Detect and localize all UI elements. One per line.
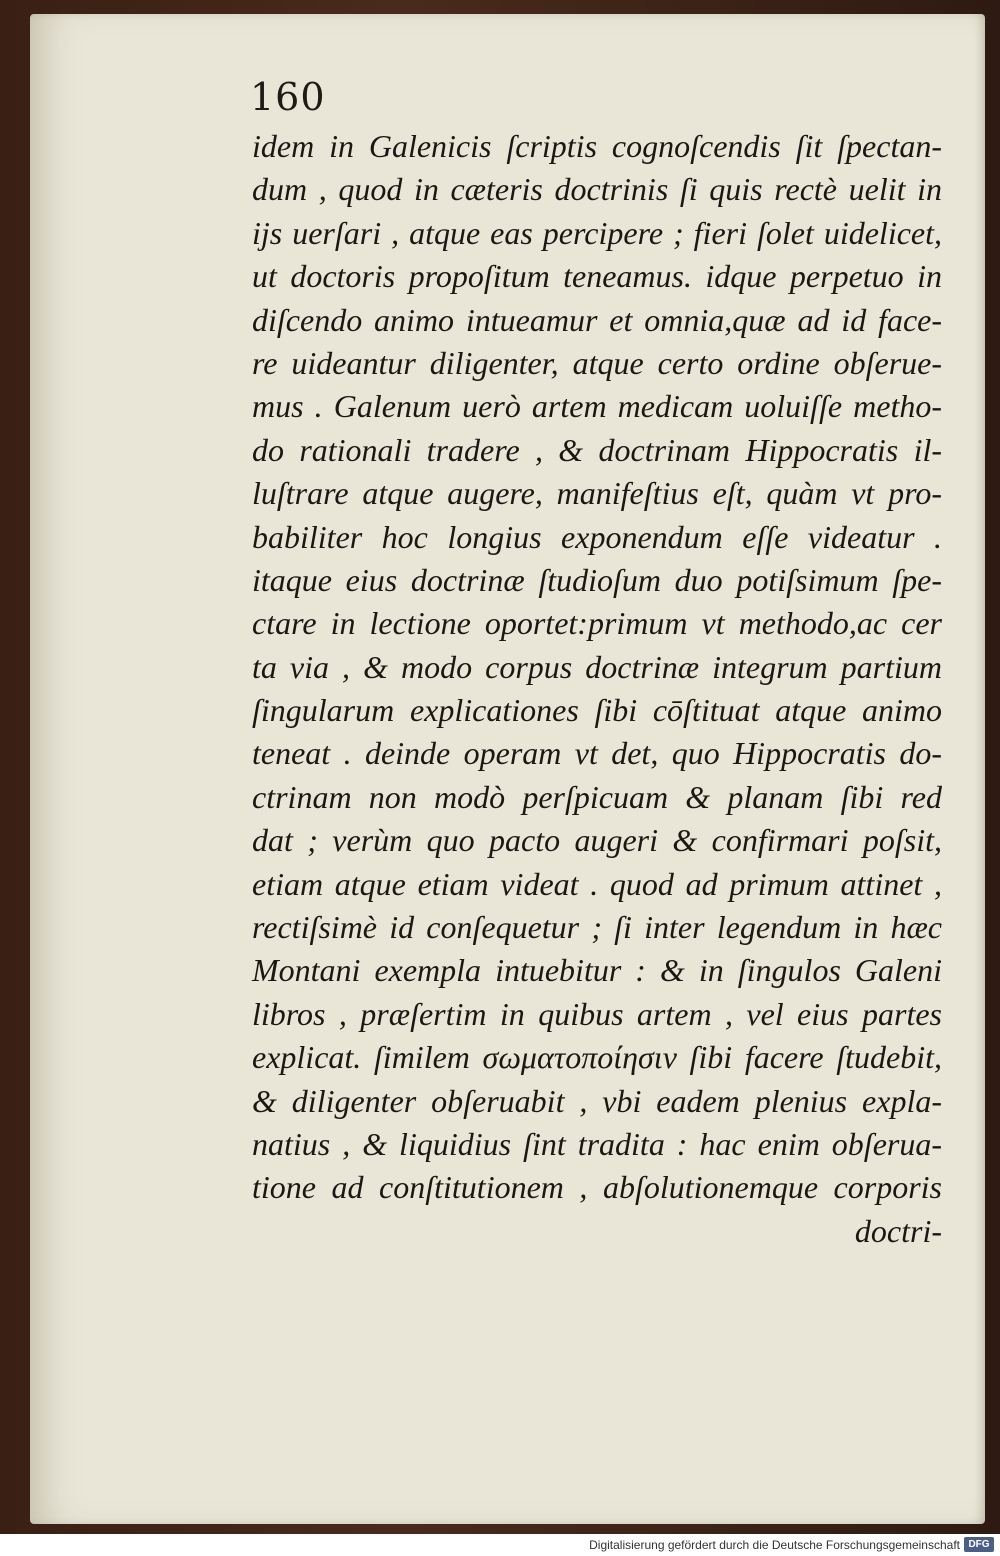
text-line: re uideantur diligenter, atque certo ordine obſerue- xyxy=(252,344,942,381)
text-line: dum , quod in cæteris doctrinis ſi quis rectè uelit in xyxy=(252,171,942,208)
body-text xyxy=(252,125,942,1253)
text-line: explicat. ſimilem σωματοποίησιν ſibi facere ſtudebit, xyxy=(252,1039,942,1076)
text-line: mus . Galenum uerò artem medicam uoluiſſe metho- xyxy=(252,388,942,425)
footer-bar xyxy=(0,1534,1000,1556)
text-line: ctare in lectione oportet:primum vt methodo,ac cer xyxy=(252,605,942,642)
page-number: 160 xyxy=(250,75,326,119)
funding-credit: Digitalisierung gefördert durch die Deutsche Forschungsgemeinschaft xyxy=(589,1538,960,1552)
text-line: luſtrare atque augere, manifeſtius eſt, quàm vt pro- xyxy=(252,475,942,512)
text-line: etiam atque etiam videat . quod ad primum attinet , xyxy=(252,865,942,902)
text-line: & diligenter obſeruabit , vbi eadem plenius expla- xyxy=(252,1082,942,1119)
text-line: diſcendo animo intueamur et omnia,quæ ad id face- xyxy=(252,301,942,338)
text-line: ut doctoris propoſitum teneamus. idque perpetuo in xyxy=(252,258,942,295)
catchword: doctri- xyxy=(854,1212,942,1249)
text-line: idem in Galenicis ſcriptis cognoſcendis ſit ſpectan- xyxy=(252,128,942,164)
text-line: dat ; verùm quo pacto augeri & confirmari poſsit, xyxy=(252,822,942,859)
text-line: tione ad conſtitutionem , abſolutionemque corporis xyxy=(252,1169,942,1206)
text-line: itaque eius doctrinæ ſtudioſum duo potiſsimum ſpe- xyxy=(252,561,942,598)
text-line: ijs uerſari , atque eas percipere ; fieri ſolet uidelicet, xyxy=(252,214,942,251)
text-line: do rationali tradere , & doctrinam Hippocratis il- xyxy=(252,431,942,468)
text-line: teneat . deinde operam vt det, quo Hippocratis do- xyxy=(252,735,942,772)
text-line: Montani exempla intuebitur : & in ſingulos Galeni xyxy=(252,952,942,989)
text-line: rectiſsimè id conſequetur ; ſi inter legendum in hæc xyxy=(252,909,942,946)
text-line: ſingularum explicationes ſibi cōſtituat atque animo xyxy=(252,692,942,729)
text-line: libros , præſertim in quibus artem , vel eius partes xyxy=(252,995,942,1032)
text-line: natius , & liquidius ſint tradita : hac enim obſerua- xyxy=(252,1125,942,1162)
dfg-logo: DFG xyxy=(964,1537,994,1552)
text-line: ctrinam non modò perſpicuam & planam ſibi red xyxy=(252,778,942,815)
text-line: babiliter hoc longius exponendum eſſe videatur . xyxy=(252,518,942,555)
text-line: ta via , & modo corpus doctrinæ integrum partium xyxy=(252,648,942,685)
